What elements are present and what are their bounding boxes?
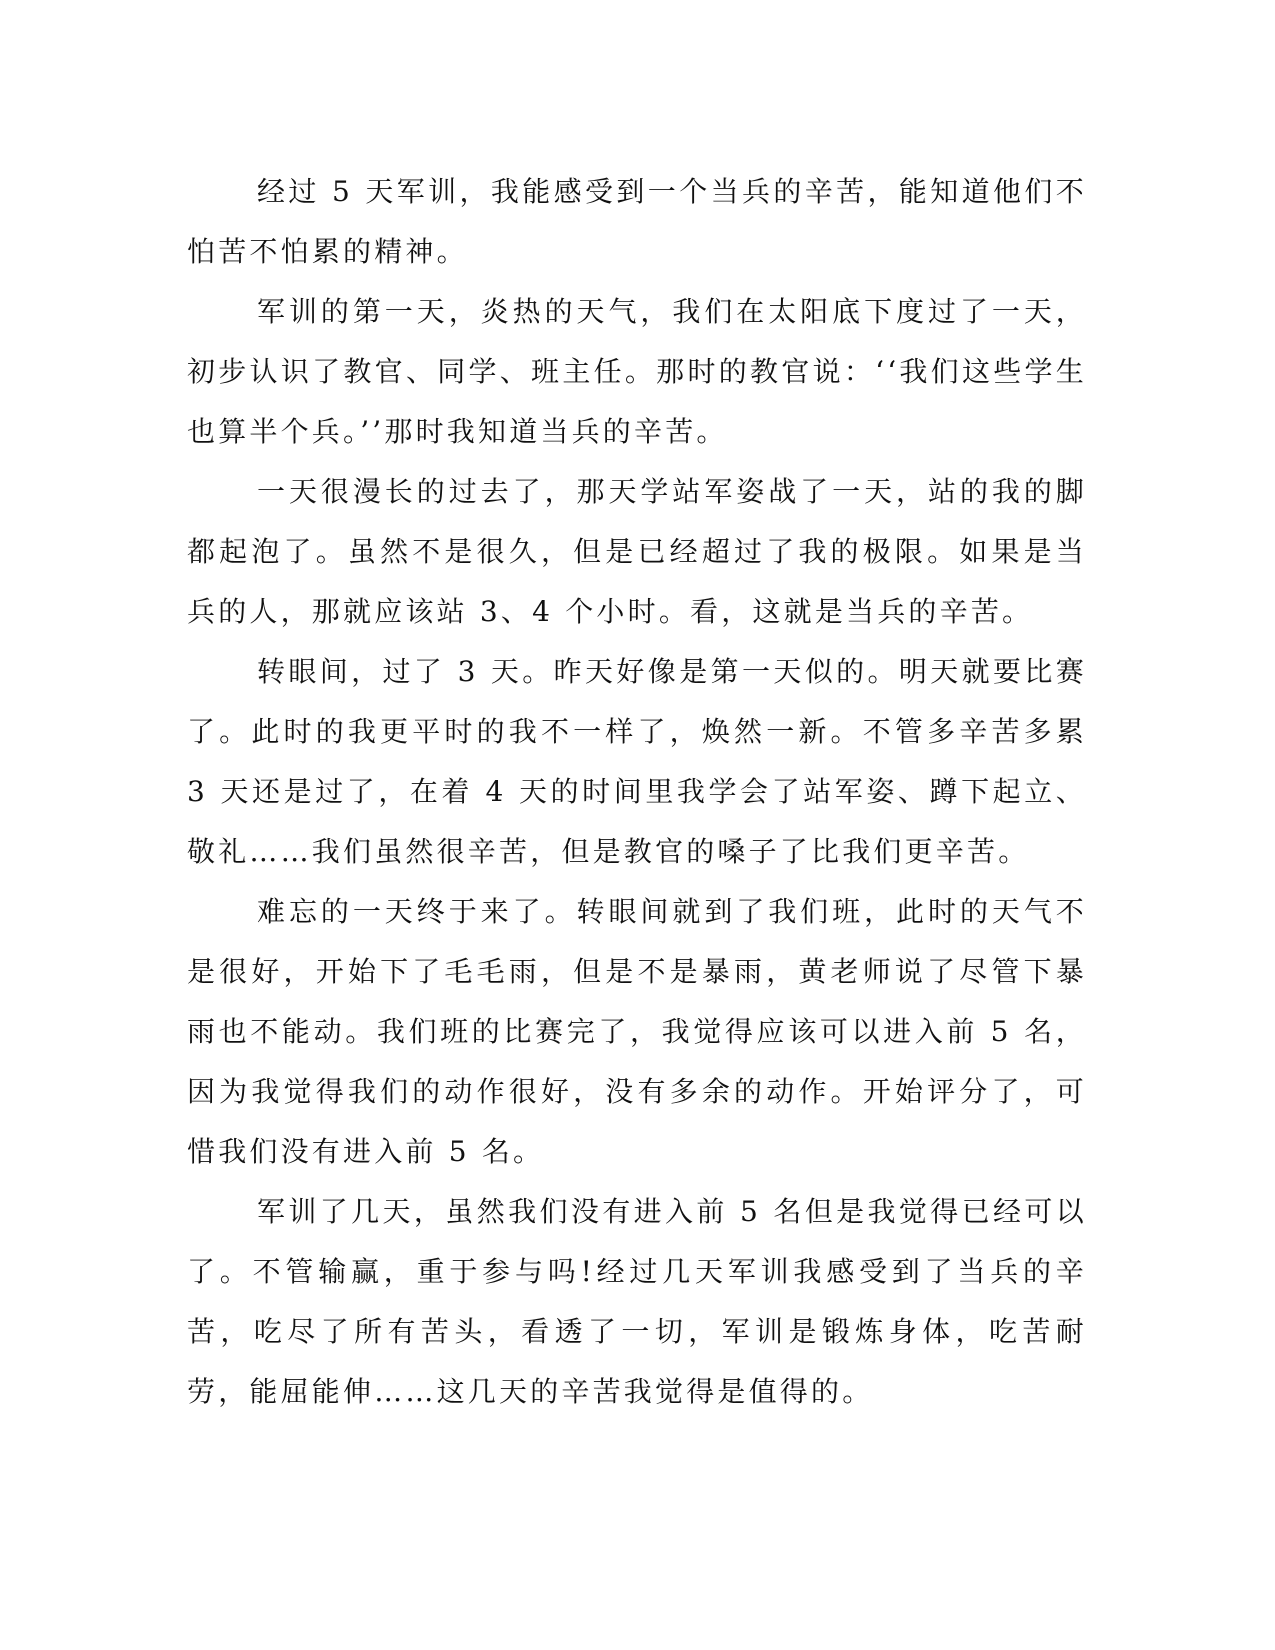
paragraph-5: 难忘的一天终于来了。转眼间就到了我们班，此时的天气不是很好，开始下了毛毛雨，但是不是暴雨，黄老师说了尽管下暴雨也不能动。我们班的比赛完了，我觉得应该可以进入前 5 名，因为我觉得我们的动作很好，没有多余的动作。开始评分了，可惜我们没有进入前 5 名。 [187, 895, 1087, 1168]
paragraph-6: 军训了几天，虽然我们没有进入前 5 名但是我觉得已经可以了。不管输赢，重于参与吗!经过几天军训我感受到了当兵的辛苦，吃尽了所有苦头，看透了一切，军训是锻炼身体，吃苦耐劳，能屈能伸……这几天的辛苦我觉得是值得的。 [187, 1195, 1087, 1408]
document-body [187, 162, 1087, 1422]
paragraph-2: 军训的第一天，炎热的天气，我们在太阳底下度过了一天，初步认识了教官、同学、班主任。那时的教官说：‘‘我们这些学生也算半个兵。’’那时我知道当兵的辛苦。 [187, 295, 1087, 448]
paragraph-3: 一天很漫长的过去了，那天学站军姿战了一天，站的我的脚都起泡了。虽然不是很久，但是已经超过了我的极限。如果是当兵的人，那就应该站 3、4 个小时。看，这就是当兵的辛苦。 [187, 475, 1087, 628]
paragraph-1: 经过 5 天军训，我能感受到一个当兵的辛苦，能知道他们不怕苦不怕累的精神。 [187, 175, 1087, 268]
paragraph-4: 转眼间，过了 3 天。昨天好像是第一天似的。明天就要比赛了。此时的我更平时的我不一样了，焕然一新。不管多辛苦多累 3 天还是过了，在着 4 天的时间里我学会了站军姿、蹲下起立、敬礼……我们虽然很辛苦，但是教官的嗓子了比我们更辛苦。 [187, 655, 1087, 868]
